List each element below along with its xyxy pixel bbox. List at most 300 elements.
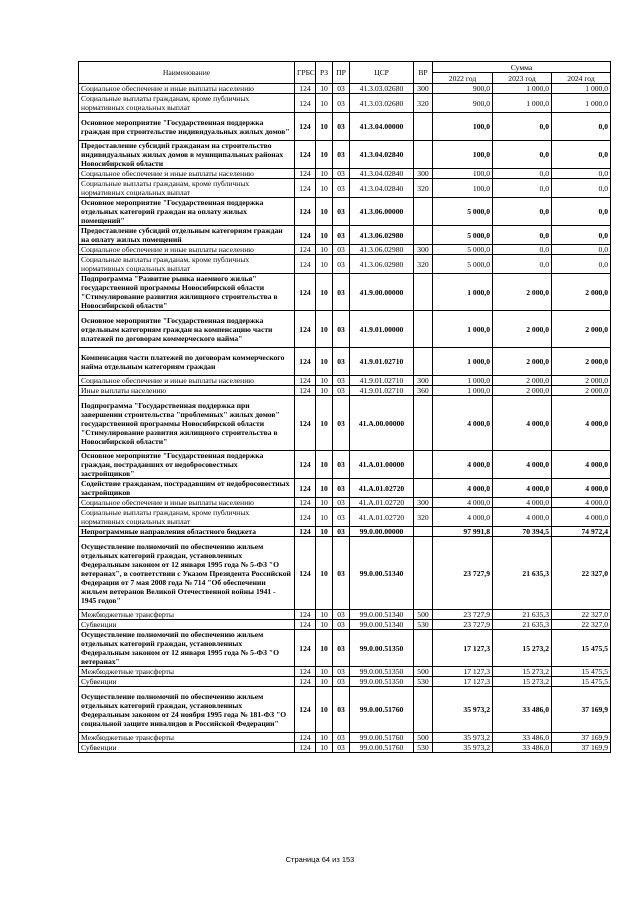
cell-csr: 41.9.00.00000 [350, 274, 414, 311]
cell-pr: 03 [333, 677, 350, 687]
cell-grbs: 124 [295, 396, 316, 451]
cell-name: Предоставление субсидий отдельным категориям граждан на оплату жилых помещений [79, 226, 295, 245]
cell-name: Компенсация части платежей по договорам коммерческого найма отдельным категориям граждан [79, 348, 295, 376]
cell-pr: 03 [333, 630, 350, 667]
cell-s2023: 0,0 [493, 226, 552, 245]
cell-s2024: 0,0 [552, 226, 611, 245]
cell-csr: 41.9.01.02710 [350, 348, 414, 376]
cell-csr: 41.3.03.02680 [350, 94, 414, 113]
cell-vr: 320 [414, 508, 433, 527]
cell-name: Подпрограмма "Государственная поддержка при завершении строительства "проблемных" жилых домов" государственной программы Новосибирской области "Стимулирование развития жилищного строительства в Новосибирской области" [79, 396, 295, 451]
cell-s2024: 15 475,5 [552, 667, 611, 677]
cell-grbs: 124 [295, 677, 316, 687]
cell-rz: 10 [316, 451, 333, 479]
cell-csr: 41.3.06.02980 [350, 226, 414, 245]
cell-rz: 10 [316, 348, 333, 376]
cell-rz: 10 [316, 479, 333, 498]
cell-csr: 41.3.04.00000 [350, 113, 414, 141]
cell-csr: 41.3.04.02840 [350, 169, 414, 179]
cell-s2023: 0,0 [493, 169, 552, 179]
cell-grbs: 124 [295, 498, 316, 508]
cell-grbs: 124 [295, 169, 316, 179]
cell-vr: 530 [414, 743, 433, 753]
table-row [79, 610, 611, 620]
cell-rz: 10 [316, 386, 333, 396]
cell-s2022: 100,0 [433, 169, 493, 179]
cell-s2024: 0,0 [552, 141, 611, 169]
table-row [79, 169, 611, 179]
cell-s2023: 4 000,0 [493, 498, 552, 508]
cell-rz: 10 [316, 113, 333, 141]
cell-csr: 41.3.06.02980 [350, 255, 414, 274]
cell-s2022: 17 127,3 [433, 630, 493, 667]
cell-s2024: 0,0 [552, 245, 611, 255]
cell-vr: 300 [414, 498, 433, 508]
cell-pr: 03 [333, 733, 350, 743]
header-year-2024: 2024 год [552, 73, 611, 84]
table-row [79, 527, 611, 537]
cell-grbs: 124 [295, 141, 316, 169]
cell-rz: 10 [316, 620, 333, 630]
cell-pr: 03 [333, 376, 350, 386]
cell-rz: 10 [316, 255, 333, 274]
cell-pr: 03 [333, 84, 350, 94]
cell-pr: 03 [333, 141, 350, 169]
cell-s2024: 4 000,0 [552, 451, 611, 479]
cell-pr: 03 [333, 226, 350, 245]
cell-s2022: 1 000,0 [433, 376, 493, 386]
cell-s2023: 1 000,0 [493, 84, 552, 94]
cell-grbs: 124 [295, 348, 316, 376]
cell-s2022: 900,0 [433, 94, 493, 113]
cell-vr: 320 [414, 94, 433, 113]
cell-pr: 03 [333, 396, 350, 451]
header-rz: РЗ [316, 62, 333, 84]
cell-name: Непрограммные направления областного бюджета [79, 527, 295, 537]
cell-s2022: 1 000,0 [433, 348, 493, 376]
cell-vr: 530 [414, 620, 433, 630]
cell-rz: 10 [316, 198, 333, 226]
cell-pr: 03 [333, 620, 350, 630]
table-row [79, 537, 611, 610]
cell-csr: 99.0.00.51340 [350, 620, 414, 630]
cell-s2023: 2 000,0 [493, 311, 552, 348]
cell-s2024: 0,0 [552, 169, 611, 179]
cell-pr: 03 [333, 179, 350, 198]
cell-pr: 03 [333, 687, 350, 733]
cell-csr: 41.А.01.02720 [350, 508, 414, 527]
cell-s2023: 33 486,0 [493, 733, 552, 743]
cell-s2023: 2 000,0 [493, 386, 552, 396]
cell-rz: 10 [316, 743, 333, 753]
cell-s2022: 17 127,3 [433, 677, 493, 687]
cell-rz: 10 [316, 84, 333, 94]
table-row [79, 498, 611, 508]
cell-grbs: 124 [295, 255, 316, 274]
cell-vr [414, 113, 433, 141]
header-year-2022: 2022 год [433, 73, 493, 84]
cell-rz: 10 [316, 610, 333, 620]
cell-s2023: 1 000,0 [493, 94, 552, 113]
cell-csr: 41.А.01.02720 [350, 479, 414, 498]
cell-s2024: 74 972,4 [552, 527, 611, 537]
cell-s2024: 15 475,5 [552, 677, 611, 687]
table-row [79, 255, 611, 274]
cell-s2024: 4 000,0 [552, 508, 611, 527]
cell-csr: 41.9.01.02710 [350, 376, 414, 386]
cell-grbs: 124 [295, 479, 316, 498]
cell-name: Межбюджетные трансферты [79, 733, 295, 743]
cell-s2023: 70 394,5 [493, 527, 552, 537]
cell-s2023: 15 273,2 [493, 667, 552, 677]
cell-s2023: 21 635,3 [493, 620, 552, 630]
cell-vr [414, 479, 433, 498]
cell-vr [414, 537, 433, 610]
cell-vr [414, 630, 433, 667]
table-row [79, 348, 611, 376]
cell-s2024: 0,0 [552, 255, 611, 274]
cell-pr: 03 [333, 311, 350, 348]
cell-rz: 10 [316, 396, 333, 451]
cell-rz: 10 [316, 376, 333, 386]
cell-vr: 300 [414, 376, 433, 386]
header-csr: ЦСР [350, 62, 414, 84]
table-row [79, 630, 611, 667]
cell-s2022: 23 727,9 [433, 620, 493, 630]
cell-rz: 10 [316, 226, 333, 245]
cell-name: Осуществление полномочий по обеспечению жильем отдельных категорий граждан, установленных Федеральным законом от 12 января 1995 года № 5-ФЗ "О ветеранах", в соответствии с Указом Президента Российской Федерации от 7 мая 2008 года № 714 "Об обеспечении жильем ветеранов Великой Отечественной войны 1941 - 1945 годов" [79, 537, 295, 610]
cell-grbs: 124 [295, 733, 316, 743]
table-row [79, 226, 611, 245]
cell-s2024: 4 000,0 [552, 498, 611, 508]
cell-grbs: 124 [295, 376, 316, 386]
cell-s2023: 0,0 [493, 141, 552, 169]
cell-vr: 530 [414, 677, 433, 687]
cell-s2023: 2 000,0 [493, 376, 552, 386]
cell-s2022: 97 991,8 [433, 527, 493, 537]
cell-grbs: 124 [295, 451, 316, 479]
cell-csr: 41.А.00.00000 [350, 396, 414, 451]
cell-csr: 41.3.06.00000 [350, 198, 414, 226]
cell-csr: 99.0.00.51760 [350, 733, 414, 743]
cell-name: Социальное обеспечение и иные выплаты населению [79, 245, 295, 255]
header-grbs: ГРБС [295, 62, 316, 84]
cell-s2022: 4 000,0 [433, 508, 493, 527]
cell-rz: 10 [316, 630, 333, 667]
table-row [79, 376, 611, 386]
cell-grbs: 124 [295, 274, 316, 311]
cell-s2024: 15 475,5 [552, 630, 611, 667]
cell-name: Основное мероприятие "Государственная поддержка граждан при строительстве индивидуальных жилых домов" [79, 113, 295, 141]
cell-vr [414, 527, 433, 537]
budget-table [78, 61, 611, 753]
cell-s2023: 21 635,3 [493, 537, 552, 610]
cell-csr: 41.3.04.02840 [350, 141, 414, 169]
header-pr: ПР [333, 62, 350, 84]
cell-s2024: 1 000,0 [552, 84, 611, 94]
cell-s2022: 4 000,0 [433, 451, 493, 479]
cell-grbs: 124 [295, 179, 316, 198]
cell-s2023: 4 000,0 [493, 479, 552, 498]
cell-s2023: 33 486,0 [493, 687, 552, 733]
cell-s2024: 0,0 [552, 113, 611, 141]
cell-csr: 99.0.00.51350 [350, 677, 414, 687]
header-sum: Сумма [433, 62, 611, 73]
cell-rz: 10 [316, 687, 333, 733]
table-row [79, 113, 611, 141]
table-row [79, 94, 611, 113]
cell-vr [414, 396, 433, 451]
table-row [79, 508, 611, 527]
cell-s2022: 1 000,0 [433, 311, 493, 348]
cell-s2023: 4 000,0 [493, 396, 552, 451]
cell-grbs: 124 [295, 508, 316, 527]
cell-s2024: 2 000,0 [552, 274, 611, 311]
cell-name: Субвенции [79, 620, 295, 630]
cell-name: Основное мероприятие "Государственная поддержка граждан, пострадавших от недобросовестных застройщиков" [79, 451, 295, 479]
cell-s2024: 4 000,0 [552, 396, 611, 451]
cell-vr: 300 [414, 245, 433, 255]
cell-grbs: 124 [295, 198, 316, 226]
cell-s2022: 23 727,9 [433, 610, 493, 620]
cell-name: Осуществление полномочий по обеспечению жильем отдельных категорий граждан, установленных Федеральным законом от 24 ноября 1995 года № 181-ФЗ "О социальной защите инвалидов в Российской Федерации" [79, 687, 295, 733]
cell-s2024: 0,0 [552, 179, 611, 198]
cell-s2024: 2 000,0 [552, 348, 611, 376]
cell-name: Субвенции [79, 677, 295, 687]
cell-csr: 41.9.01.00000 [350, 311, 414, 348]
cell-pr: 03 [333, 94, 350, 113]
cell-name: Социальное обеспечение и иные выплаты населению [79, 376, 295, 386]
cell-vr [414, 226, 433, 245]
cell-vr [414, 141, 433, 169]
cell-s2023: 0,0 [493, 255, 552, 274]
cell-s2023: 0,0 [493, 198, 552, 226]
cell-vr: 500 [414, 667, 433, 677]
cell-s2024: 0,0 [552, 198, 611, 226]
cell-s2022: 5 000,0 [433, 255, 493, 274]
cell-s2023: 2 000,0 [493, 274, 552, 311]
cell-grbs: 124 [295, 610, 316, 620]
cell-grbs: 124 [295, 687, 316, 733]
cell-name: Межбюджетные трансферты [79, 610, 295, 620]
cell-vr [414, 274, 433, 311]
cell-grbs: 124 [295, 620, 316, 630]
cell-csr: 41.3.04.02840 [350, 179, 414, 198]
cell-rz: 10 [316, 498, 333, 508]
table-row [79, 667, 611, 677]
cell-pr: 03 [333, 537, 350, 610]
cell-s2022: 1 000,0 [433, 274, 493, 311]
cell-s2023: 33 486,0 [493, 743, 552, 753]
cell-s2022: 900,0 [433, 84, 493, 94]
cell-grbs: 124 [295, 630, 316, 667]
cell-pr: 03 [333, 113, 350, 141]
cell-csr: 99.0.00.00000 [350, 527, 414, 537]
cell-s2022: 35 973,2 [433, 687, 493, 733]
cell-rz: 10 [316, 733, 333, 743]
cell-s2022: 5 000,0 [433, 226, 493, 245]
cell-pr: 03 [333, 527, 350, 537]
cell-name: Подпрограмма "Развитие рынка наемного жилья" государственной программы Новосибирской области "Стимулирование развития жилищного строительства в Новосибирской области" [79, 274, 295, 311]
cell-s2022: 100,0 [433, 179, 493, 198]
cell-name: Социальные выплаты гражданам, кроме публичных нормативных социальных выплат [79, 94, 295, 113]
table-row [79, 141, 611, 169]
cell-grbs: 124 [295, 226, 316, 245]
cell-name: Основное мероприятие "Государственная поддержка отдельным категориям граждан на компенсацию части платежей по договорам коммерческого найма" [79, 311, 295, 348]
cell-s2022: 35 973,2 [433, 733, 493, 743]
cell-s2024: 22 327,0 [552, 537, 611, 610]
cell-s2024: 37 169,9 [552, 733, 611, 743]
cell-grbs: 124 [295, 667, 316, 677]
cell-rz: 10 [316, 245, 333, 255]
cell-pr: 03 [333, 274, 350, 311]
cell-pr: 03 [333, 198, 350, 226]
cell-vr [414, 311, 433, 348]
cell-s2022: 5 000,0 [433, 245, 493, 255]
cell-s2022: 4 000,0 [433, 479, 493, 498]
cell-name: Социальное обеспечение и иные выплаты населению [79, 169, 295, 179]
cell-name: Осуществление полномочий по обеспечению жильем отдельных категорий граждан, установленных Федеральным законом от 12 января 1995 года № 5-ФЗ "О ветеранах" [79, 630, 295, 667]
cell-vr: 360 [414, 386, 433, 396]
cell-grbs: 124 [295, 84, 316, 94]
cell-rz: 10 [316, 527, 333, 537]
table-row [79, 733, 611, 743]
table-row [79, 687, 611, 733]
cell-grbs: 124 [295, 527, 316, 537]
cell-csr: 99.0.00.51340 [350, 610, 414, 620]
header-name: Наименование [79, 62, 295, 84]
page-number: Страница 64 из 153 [285, 855, 355, 864]
cell-s2023: 2 000,0 [493, 348, 552, 376]
cell-s2024: 22 327,0 [552, 620, 611, 630]
cell-s2024: 22 327,0 [552, 610, 611, 620]
cell-s2024: 2 000,0 [552, 376, 611, 386]
cell-s2023: 0,0 [493, 113, 552, 141]
cell-vr [414, 451, 433, 479]
cell-csr: 99.0.00.51340 [350, 537, 414, 610]
cell-rz: 10 [316, 311, 333, 348]
table-row [79, 274, 611, 311]
table-row [79, 311, 611, 348]
cell-s2022: 4 000,0 [433, 498, 493, 508]
cell-csr: 41.9.01.02710 [350, 386, 414, 396]
cell-s2022: 23 727,9 [433, 537, 493, 610]
cell-pr: 03 [333, 255, 350, 274]
cell-name: Субвенции [79, 743, 295, 753]
table-row [79, 620, 611, 630]
cell-name: Социальное обеспечение и иные выплаты населению [79, 498, 295, 508]
cell-rz: 10 [316, 179, 333, 198]
cell-s2024: 2 000,0 [552, 386, 611, 396]
cell-vr: 320 [414, 255, 433, 274]
cell-pr: 03 [333, 169, 350, 179]
table-body [79, 84, 611, 753]
cell-s2023: 15 273,2 [493, 630, 552, 667]
cell-s2023: 4 000,0 [493, 451, 552, 479]
cell-s2023: 0,0 [493, 245, 552, 255]
cell-csr: 99.0.00.51350 [350, 630, 414, 667]
table-row [79, 198, 611, 226]
cell-grbs: 124 [295, 113, 316, 141]
cell-s2022: 35 973,2 [433, 743, 493, 753]
cell-csr: 41.А.01.00000 [350, 451, 414, 479]
cell-pr: 03 [333, 348, 350, 376]
cell-name: Основное мероприятие "Государственная поддержка отдельных категорий граждан на оплату жилых помещений" [79, 198, 295, 226]
table-row [79, 451, 611, 479]
cell-pr: 03 [333, 610, 350, 620]
cell-csr: 41.3.03.02680 [350, 84, 414, 94]
cell-pr: 03 [333, 498, 350, 508]
cell-name: Социальное обеспечение и иные выплаты населению [79, 84, 295, 94]
cell-s2023: 4 000,0 [493, 508, 552, 527]
cell-csr: 41.3.06.02980 [350, 245, 414, 255]
cell-grbs: 124 [295, 743, 316, 753]
cell-csr: 99.0.00.51760 [350, 687, 414, 733]
cell-vr: 500 [414, 610, 433, 620]
cell-s2022: 1 000,0 [433, 386, 493, 396]
table-row [79, 677, 611, 687]
cell-name: Предоставление субсидий гражданам на строительство индивидуальных жилых домов в муниципальных районах Новосибирской области [79, 141, 295, 169]
cell-s2024: 1 000,0 [552, 94, 611, 113]
cell-grbs: 124 [295, 386, 316, 396]
cell-s2024: 37 169,9 [552, 687, 611, 733]
cell-vr: 320 [414, 179, 433, 198]
cell-pr: 03 [333, 451, 350, 479]
cell-pr: 03 [333, 386, 350, 396]
cell-name: Содействие гражданам, пострадавшим от недобросовестных застройщиков [79, 479, 295, 498]
cell-pr: 03 [333, 479, 350, 498]
cell-s2023: 0,0 [493, 179, 552, 198]
cell-s2022: 100,0 [433, 113, 493, 141]
header-year-2023: 2023 год [493, 73, 552, 84]
cell-name: Иные выплаты населению [79, 386, 295, 396]
cell-name: Социальные выплаты гражданам, кроме публичных нормативных социальных выплат [79, 179, 295, 198]
table-row [79, 179, 611, 198]
header-vr: ВР [414, 62, 433, 84]
cell-grbs: 124 [295, 537, 316, 610]
cell-s2022: 5 000,0 [433, 198, 493, 226]
cell-vr: 300 [414, 169, 433, 179]
cell-vr [414, 198, 433, 226]
table-row [79, 743, 611, 753]
cell-rz: 10 [316, 169, 333, 179]
cell-csr: 99.0.00.51760 [350, 743, 414, 753]
cell-vr [414, 348, 433, 376]
cell-grbs: 124 [295, 94, 316, 113]
cell-s2022: 4 000,0 [433, 396, 493, 451]
cell-s2022: 100,0 [433, 141, 493, 169]
cell-rz: 10 [316, 677, 333, 687]
cell-rz: 10 [316, 667, 333, 677]
cell-vr: 500 [414, 733, 433, 743]
cell-s2024: 4 000,0 [552, 479, 611, 498]
cell-pr: 03 [333, 743, 350, 753]
table-row [79, 396, 611, 451]
cell-rz: 10 [316, 141, 333, 169]
table-row [79, 84, 611, 94]
cell-rz: 10 [316, 274, 333, 311]
cell-rz: 10 [316, 537, 333, 610]
cell-grbs: 124 [295, 245, 316, 255]
cell-rz: 10 [316, 508, 333, 527]
cell-pr: 03 [333, 667, 350, 677]
cell-s2024: 37 169,9 [552, 743, 611, 753]
cell-pr: 03 [333, 508, 350, 527]
cell-grbs: 124 [295, 311, 316, 348]
cell-name: Межбюджетные трансферты [79, 667, 295, 677]
cell-s2022: 17 127,3 [433, 667, 493, 677]
cell-s2024: 2 000,0 [552, 311, 611, 348]
